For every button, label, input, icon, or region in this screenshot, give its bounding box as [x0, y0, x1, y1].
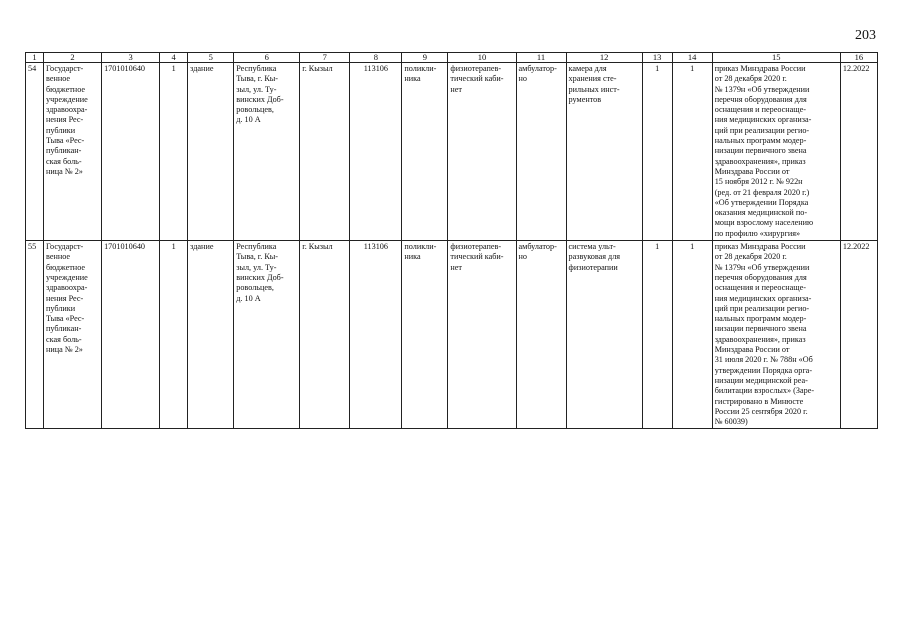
legal-basis: приказ Минздрава России от 28 декабря 2020 г. № 1379н «Об утверждении перечня оборудования для оснащения и переоснаще- ния медицинских организа- ций при реализации регио- нальных программ модер- низации первичного звена здравоохранения», приказ Минздрава России от 31 июля 2020 г. № 788н «Об утверждении Порядка орга- низации медицинской реа- билитации взрослых» (Заре- гистрировано в Минюсте России 25 сентября 2020 г. № 60039)	[712, 241, 840, 429]
room-name: физиотерапев- тический каби- нет	[448, 63, 516, 241]
room-name: физиотерапев- тический каби- нет	[448, 241, 516, 429]
column-number: 13	[642, 53, 672, 63]
column-number: 7	[300, 53, 350, 63]
table-row	[26, 241, 878, 429]
organization-code: 1701010640	[102, 241, 160, 429]
address: Республика Тыва, г. Кы- зыл, ул. Ту- винских Доб- ровольцев, д. 10 А	[234, 63, 300, 241]
address: Республика Тыва, г. Кы- зыл, ул. Ту- винских Доб- ровольцев, д. 10 А	[234, 241, 300, 429]
care-mode: амбулатор- но	[516, 63, 566, 241]
object-count: 1	[160, 241, 188, 429]
column-number: 14	[672, 53, 712, 63]
quantity-planned: 1	[642, 63, 672, 241]
column-number: 12	[566, 53, 642, 63]
legal-basis: приказ Минздрава России от 28 декабря 2020 г. № 1379н «Об утверждении перечня оборудования для оснащения и переоснаще- ния медицинских организа- ций при реализации регио- нальных программ модер- низации первичного звена здравоохранения», приказ Минздрава России от 15 ноября 2012 г. № 922н (ред. от 21 февраля 2020 г.) «Об утверждении Порядка оказания медицинской по- мощи взрослому населению по профилю «хирургия»	[712, 63, 840, 241]
column-number: 3	[102, 53, 160, 63]
due-date: 12.2022	[840, 241, 877, 429]
city: г. Кызыл	[300, 63, 350, 241]
column-number: 9	[402, 53, 448, 63]
due-date: 12.2022	[840, 63, 877, 241]
column-number: 16	[840, 53, 877, 63]
column-number: 15	[712, 53, 840, 63]
column-number: 10	[448, 53, 516, 63]
column-number: 11	[516, 53, 566, 63]
page-number: 203	[855, 28, 876, 43]
organization-name: Государст- венное бюджетное учреждение здравоохра- нения Рес- публики Тыва «Рес- публикан- ская боль- ница № 2»	[44, 63, 102, 241]
column-number: 2	[44, 53, 102, 63]
postal-index: 113106	[350, 241, 402, 429]
facility-unit: поликли- ника	[402, 241, 448, 429]
organization-code: 1701010640	[102, 63, 160, 241]
registry-table	[25, 52, 878, 429]
object-type: здание	[188, 63, 234, 241]
column-number: 8	[350, 53, 402, 63]
quantity-required: 1	[672, 63, 712, 241]
table-row	[26, 63, 878, 241]
column-number: 6	[234, 53, 300, 63]
column-number-row	[26, 53, 878, 63]
care-mode: амбулатор- но	[516, 241, 566, 429]
equipment-name: камера для хранения сте- рильных инст- рументов	[566, 63, 642, 241]
city: г. Кызыл	[300, 241, 350, 429]
facility-unit: поликли- ника	[402, 63, 448, 241]
column-number: 1	[26, 53, 44, 63]
row-number: 55	[26, 241, 44, 429]
equipment-name: система ульт- развуковая для физиотерапии	[566, 241, 642, 429]
column-number: 4	[160, 53, 188, 63]
object-count: 1	[160, 63, 188, 241]
quantity-planned: 1	[642, 241, 672, 429]
object-type: здание	[188, 241, 234, 429]
quantity-required: 1	[672, 241, 712, 429]
row-number: 54	[26, 63, 44, 241]
column-number: 5	[188, 53, 234, 63]
organization-name: Государст- венное бюджетное учреждение здравоохра- нения Рес- публики Тыва «Рес- публикан- ская боль- ница № 2»	[44, 241, 102, 429]
postal-index: 113106	[350, 63, 402, 241]
